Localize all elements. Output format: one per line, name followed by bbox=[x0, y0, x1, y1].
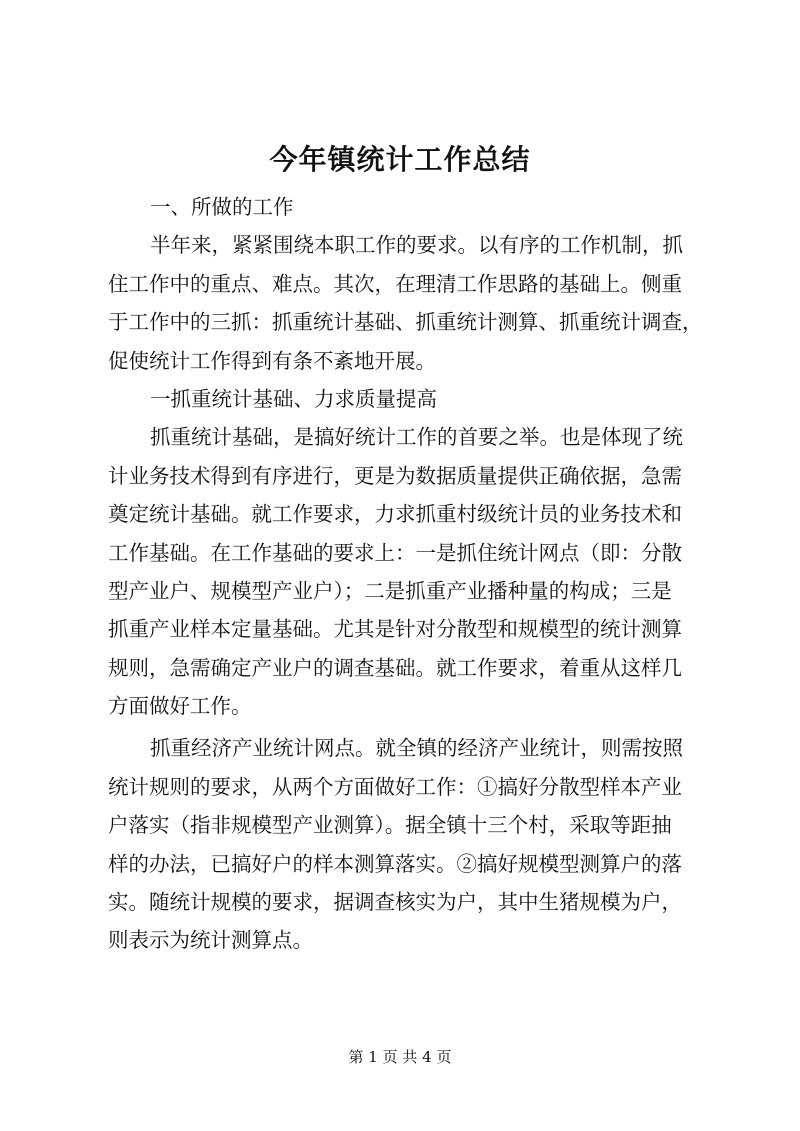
paragraph-line: 抓重经济产业统计网点。就全镇的经济产业统计，则需按照 bbox=[150, 736, 683, 761]
paragraph-line: 抓重产业样本定量基础。尤其是针对分散型和规模型的统计测算 bbox=[108, 617, 682, 642]
paragraph-line: 计业务技术得到有序进行，更是为数据质量提供正确依据，急需 bbox=[108, 463, 682, 488]
paragraph-line: 促使统计工作得到有条不紊地开展。 bbox=[108, 348, 436, 373]
paragraph-line: 型产业户、规模型产业户）；二是抓重产业播种量的构成；三是 bbox=[108, 578, 672, 603]
paragraph-line: 统计规则的要求，从两个方面做好工作：①搞好分散型样本产业 bbox=[108, 774, 682, 799]
paragraph-line: 住工作中的重点、难点。其次，在理清工作思路的基础上。侧重 bbox=[108, 271, 682, 296]
page-footer: 第 1 页 共 4 页 bbox=[348, 1048, 452, 1066]
document-body bbox=[108, 188, 708, 960]
subsection-heading: 一抓重统计基础、力求质量提高 bbox=[150, 386, 437, 411]
paragraph-line: 则表示为统计测算点。 bbox=[108, 928, 313, 953]
paragraph-line: 半年来，紧紧围绕本职工作的要求。以有序的工作机制，抓 bbox=[150, 233, 683, 258]
paragraph-line: 样的办法，已搞好户的样本测算落实。②搞好规模型测算户的落 bbox=[108, 851, 682, 876]
paragraph-line: 抓重统计基础，是搞好统计工作的首要之举。也是体现了统 bbox=[150, 425, 683, 450]
paragraph-line: 规则，急需确定产业户的调查基础。就工作要求，着重从这样几 bbox=[108, 655, 682, 680]
paragraph-line: 工作基础。在工作基础的要求上：一是抓住统计网点（即：分散 bbox=[108, 540, 682, 565]
paragraph-line: 奠定统计基础。就工作要求，力求抓重村级统计员的业务技术和 bbox=[108, 502, 682, 527]
section-heading: 一、所做的工作 bbox=[150, 195, 294, 219]
paragraph-line: 于工作中的三抓：抓重统计基础、抓重统计测算、抓重统计调查， bbox=[108, 310, 703, 335]
document-title: 今年镇统计工作总结 bbox=[269, 143, 531, 176]
paragraph-line: 实。随统计规模的要求，据调查核实为户，其中生猪规模为户， bbox=[108, 890, 682, 915]
paragraph-line: 方面做好工作。 bbox=[108, 694, 252, 719]
paragraph-line: 户落实（指非规模型产业测算）。据全镇十三个村，采取等距抽 bbox=[108, 813, 672, 838]
